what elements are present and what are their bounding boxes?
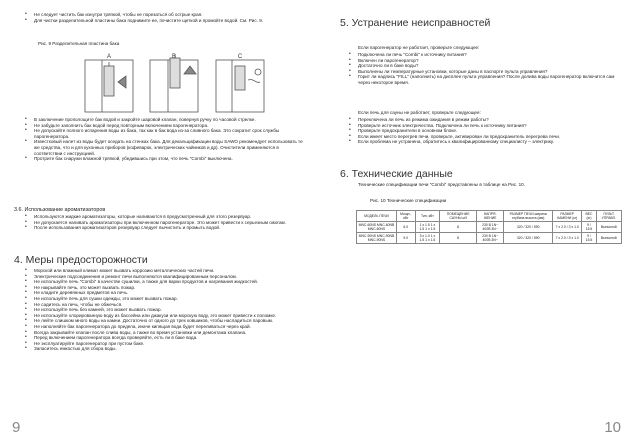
table-cell: 9 / 15.5 (582, 222, 596, 233)
list-item: • Подключена ли печь "Combi" к источнику питания? (348, 52, 620, 58)
list-item: • Запаситесь емкостью для сбора воды. (24, 346, 306, 352)
safety-bullets (24, 268, 306, 352)
list-item: • Не используйте печь без камней, это может вызвать пожар. (24, 307, 306, 313)
table-header-row (357, 211, 622, 222)
table-header-cell: Мощн., кВт (396, 211, 415, 222)
list-item: • Перед включением парогенератора всегда проверяйте, есть ли в баке вода. (24, 335, 306, 341)
steam-bullets (348, 52, 620, 86)
aroma-bullets (24, 214, 306, 231)
list-item: • Если проблема не устранена, обратитесь к квалифицированному специалисту – электрику. (348, 139, 620, 145)
table-header-cell: НАПРЯ-ЖЕНИЕ (476, 211, 503, 222)
list-item: • Не следует чистить бак изнутри тряпкой, чтобы не порезаться об острые края. (24, 12, 304, 18)
sauna-bullets (348, 117, 620, 145)
list-item: • Электрические подсоединения и ремонт печи выполняются квалифицированным персоналом. (24, 274, 306, 280)
table-row (357, 222, 622, 233)
list-item: • Используются жидкие ароматизаторы, которые наливаются в предусмотренный для этого резервуар. (24, 214, 306, 220)
table-cell: Выносной (596, 233, 621, 244)
page-number-left: 9 (12, 419, 21, 436)
table-header-cell: РАЗМЕР ПЕЧИ ширина глубина высота (мм) (504, 211, 553, 222)
table-cell: 230 В 1N~ 400В 3N~ (476, 222, 503, 233)
table-header-cell: ПУЛЬТ УПРАВЛ. (596, 211, 621, 222)
table-cell: 8 (440, 233, 477, 244)
list-item: • Протрите бак снаружи влажной тряпкой, убедившись при этом, что печь "Combi" выключена. (24, 156, 306, 162)
list-item: • Не эксплуатируйте парогенератор при пустом баке. (24, 341, 306, 347)
right-page (316, 0, 631, 446)
list-item: • Не забудьте заполнить бак водой перед повторным включением парогенератора. (24, 123, 306, 129)
list-item: • Не садитесь на печь, чтобы не обжечься. (24, 302, 306, 308)
page-number-right: 10 (604, 419, 621, 436)
table-cell: 320 / 320 / 590 (504, 222, 553, 233)
table-header-cell: РАЗМЕР КАМЕНИ (кг) (553, 211, 582, 222)
table-cell: MNC-60NS MNC-60NB MNC-60NS (357, 222, 397, 233)
top-bullets (24, 12, 304, 23)
table-cell: MNC-90NS MNC-90NB MNC-90NS (357, 233, 397, 244)
list-item: • Не используйте печь "Combi" в качестве сушилки, а также для варки продуктов и нагревания жидкостей. (24, 279, 306, 285)
table-cell: 8 (440, 222, 477, 233)
table-cell: 7 x 2.0 / 3 x 1.0 (553, 233, 582, 244)
list-item: • Известковый налет из воды будет оседать на стенках бака. Для декальцификации воды SAWO рекомендует использовать те же средства, что и для кухонных приборов (кофеварок, электрических чайников и др). Очистители применяются в соответствии с инструкцией. (24, 139, 306, 156)
fig9-label-a: A (106, 54, 112, 60)
table-cell: 230 В 1N~ 400В 3N~ (476, 233, 503, 244)
heading-tech-data: 6. Технические данные (340, 168, 453, 180)
list-item: • Переключена ли печь из режима ожидания в режим работы? (348, 117, 620, 123)
list-item: • Не наполняйте бак парогенератора до предела, иначе кипящая вода будет переливаться через край. (24, 324, 306, 330)
table-cell: 9 / 15.5 (582, 233, 596, 244)
fig9-label-b: B (171, 54, 177, 60)
table-cell: 320 / 320 / 590 (504, 233, 553, 244)
list-item: • Морской или влажный климат может вызвать коррозию металлических частей печи. (24, 268, 306, 274)
cleaning-bullets (24, 117, 306, 162)
tech-intro: Технические спецификации печи "Combi" представлены в таблице на Рис. 10. (358, 182, 525, 187)
list-item: • Выполнены ли температурные установки, которые даны в паспорте пульта управления? (348, 69, 620, 75)
table-cell: 3 x 1.0 1 x 1.5 1 x 1.5 (415, 233, 440, 244)
list-item: • Для чистки разделительной пластины бака поднимите ее, почистите щеткой и промойте водой. См. Рис. 9. (24, 18, 304, 24)
table-header-cell: Тип, кВт (415, 211, 440, 222)
list-item: • Не используйте хлорированную воду из бассейна или джакузи или морскую воду, это может привести к поломке. (24, 313, 306, 319)
section-3-6-title: 3.6. Использование ароматизаторов (14, 207, 106, 213)
list-item: • Включен ли парогенератор? (348, 58, 620, 64)
table-body (357, 222, 622, 244)
list-item: • Не допускайте полного испарения воды из бака, так как в бак вода из-за сливного бака. Это сократит срок службы парогенератора. (24, 128, 306, 139)
list-item: • Не кладите деревянных предметов на печь. (24, 290, 306, 296)
table-cell: 9.0 (396, 233, 415, 244)
table-header-cell: ПОМЕЩЕНИЕ САУНЫ м3 (440, 211, 477, 222)
list-item: • Горит ли надпись "FILL" (наполнить) на дисплее пульта управления? После долива воды парогенератор включится сам через некоторое время. (348, 74, 620, 85)
fig9-label-c: C (237, 54, 243, 60)
tech-spec-table (356, 210, 622, 244)
table-cell: 7 x 2.0 / 3 x 1.0 (553, 222, 582, 233)
list-item: • Всегда закрывайте клапан после слива воды, а также во время установки или демонтажа клапана. (24, 330, 306, 336)
list-item: • Проверьте предохранители в основном блоке. (348, 128, 620, 134)
list-item: • Не используйте печь для сушки одежды, это может вызвать пожар. (24, 296, 306, 302)
heading-safety: 4. Меры предосторожности (14, 254, 148, 266)
list-item: • Не допускается наливать ароматизаторы при включенном парогенераторе. Это может привести к серьезным ожогам. (24, 220, 306, 226)
heading-troubleshooting: 5. Устранение неисправностей (340, 17, 491, 29)
table-header-cell: ВЕС (кг) (582, 211, 596, 222)
list-item: • Проверьте источник электричества. Подключена ли печь к источнику питания? (348, 123, 620, 129)
list-item: • В заключение прополощите бак водой и закройте шаровой клапан, повернув ручку по часовой стрелке. (24, 117, 306, 123)
table-cell: 1 x 1.5 1 x 1.5 1 x 1.5 (415, 222, 440, 233)
list-item: • Не накрывайте печь, это может вызвать пожар. (24, 285, 306, 291)
table-header-cell: МОДЕЛЬ ПЕЧИ (357, 211, 397, 222)
steam-intro: Если парогенератор не работает, проверьте следующее: (358, 45, 480, 50)
table-cell: Выносной (596, 222, 621, 233)
fig10-caption: Рис. 10 Технические спецификации (370, 198, 447, 203)
table-row (357, 233, 622, 244)
list-item: • После использования ароматизаторов резервуар следует вычистить и промыть водой. (24, 225, 306, 231)
table-cell: 6.0 (396, 222, 415, 233)
sauna-intro: Если печь для сауны не работает, проверьте следующее: (358, 110, 481, 115)
list-item: • Если имеет место перегрев печи, проверьте, активирован ли предохранитель перегрева печи. (348, 134, 620, 140)
list-item: • Достаточно ли в баке воды? (348, 63, 620, 69)
fig9-caption: Рис. 9 Разделительная пластина бака (38, 41, 120, 46)
list-item: • Не лейте слишком много воды на камни. Достаточно от одного до трех ковшиков, чтобы насладиться паровым. (24, 318, 306, 324)
tank-divider-plate-figure (80, 52, 270, 114)
tech-spec-table-wrap (356, 210, 622, 244)
